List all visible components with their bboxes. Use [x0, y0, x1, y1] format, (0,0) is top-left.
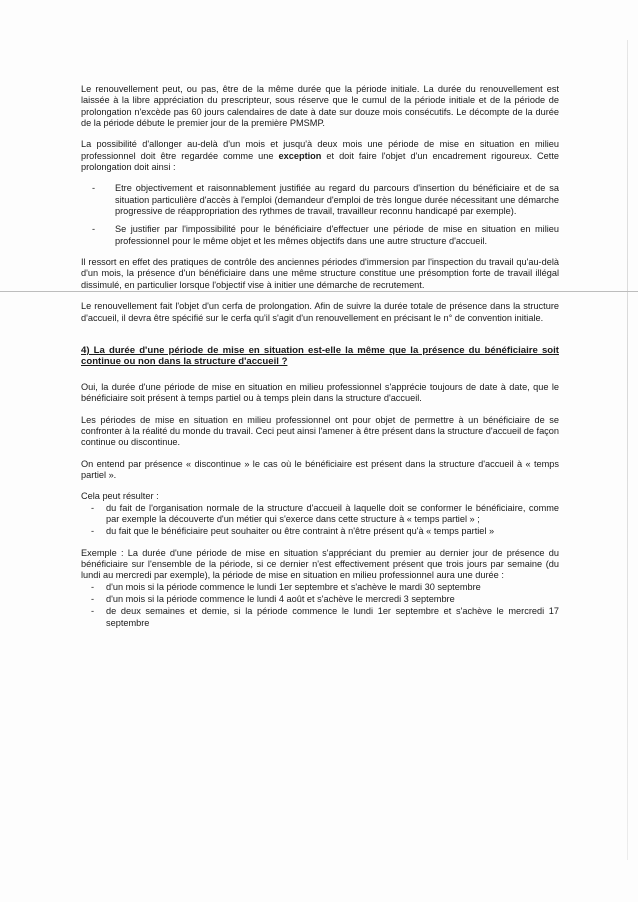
- conditions-list: [81, 183, 559, 247]
- exception-text-after: et doit faire l'objet d'un encadrement rigoureux. Cette prolongation doit ainsi :: [81, 150, 559, 173]
- exception-bold: exception: [278, 150, 322, 161]
- causes-list: [81, 503, 559, 538]
- list-item: - Se justifier par l'impossibilité pour le bénéficiaire d'effectuer une période de mise en situation en milieu professionnel pour le même objet et les mêmes objectifs dans une autre structure d'accueil.: [81, 224, 559, 247]
- paragraph-result-lead: Cela peut résulter :: [81, 491, 159, 502]
- paragraph-purpose: Les périodes de mise en situation en milieu professionnel ont pour objet de permettre à un bénéficiaire de se confronter à la réalité du monde du travail. Ceci peut ainsi l'amener à être présent dans la structure d'accueil de façon continue ou discontinue.: [81, 414, 559, 448]
- list-item: - d'un mois si la période commence le lundi 4 août et s'achève le mercredi 3 septembre: [81, 594, 559, 605]
- list-item: - Etre objectivement et raisonnablement justifiée au regard du parcours d'insertion du bénéficiaire et de sa situation particulière d'accès à l'emploi (demandeur d'emploi de très longue durée nécessitant une démarche progressive de réappropriation des rythmes de travail, travailleur reconnu handicapé par exemple).: [81, 183, 559, 217]
- document-body: [81, 84, 559, 639]
- paragraph-discontinuous: On entend par présence « discontinue » le cas où le bénéficiaire est présent dans la structure d'accueil à « temps partiel ».: [81, 458, 559, 480]
- exception-text-before: La possibilité d'allonger au-delà d'un mois et jusqu'à deux mois une période de mise en situation en milieu professionnel doit être regardée comme une: [81, 139, 559, 161]
- example-list: [81, 582, 559, 629]
- scan-edge-shadow: [627, 40, 628, 860]
- paragraph-inspection: Il ressort en effet des pratiques de contrôle des anciennes périodes d'immersion par l'inspection du travail qu'au-delà d'un mois, la présence d'un bénéficiaire dans une même structure constitue une présomption forte de travail illégal dissimulé, en particulier lorsque l'objectif vise à initier une démarche de recrutement.: [81, 257, 559, 290]
- paragraph-cerfa: Le renouvellement fait l'objet d'un cerfa de prolongation. Afin de suivre la durée totale de présence dans la structure d'accueil, il devra être spécifié sur le cerfa qu'il s'agit d'un renouvellement en précisant le n° de convention initiale.: [81, 301, 559, 323]
- paragraph-renewal-duration: Le renouvellement peut, ou pas, être de la même durée que la période initiale. La durée du renouvellement est laissée à la libre appréciation du prescripteur, sous réserve que le cumul de la période initiale et de la période de prolongation n'excède pas 60 jours calendaires de date à date sur douze mois consécutifs. Le décompte de la durée de la période débute le premier jour de la première PMSMP.: [81, 84, 559, 129]
- list-item: - d'un mois si la période commence le lundi 1er septembre et s'achève le mardi 30 septembre: [81, 582, 559, 593]
- list-item: - du fait que le bénéficiaire peut souhaiter ou être contraint à n'être présent qu'à « temps partiel »: [81, 526, 559, 537]
- paragraph-answer: Oui, la durée d'une période de mise en situation en milieu professionnel s'apprécie toujours de date à date, que le bénéficiaire soit présent à temps partiel ou à temps plein dans la structure d'accueil.: [81, 381, 559, 404]
- section-heading-4: 4) La durée d'une période de mise en situation est-elle la même que la présence du bénéficiaire soit continue ou non dans la structure d'accueil ?: [81, 344, 559, 368]
- paragraph-exception: [81, 139, 559, 173]
- paragraph-example: Exemple : La durée d'une période de mise en situation s'appréciant du premier au dernier jour de présence du bénéficiaire sur l'ensemble de la période, si ce dernier n'est effectivement présent que trois jours par semaine (du lundi au mercredi par exemple), la période de mise en situation en milieu professionnel aura une durée :: [81, 547, 559, 581]
- list-item: - de deux semaines et demie, si la période commence le lundi 1er septembre et s'achève le mercredi 17 septembre: [81, 606, 559, 629]
- list-item: - du fait de l'organisation normale de la structure d'accueil à laquelle doit se conformer le bénéficiaire, comme par exemple la découverte d'un métier qui s'exerce dans cette structure à « temps partiel » ;: [81, 503, 559, 526]
